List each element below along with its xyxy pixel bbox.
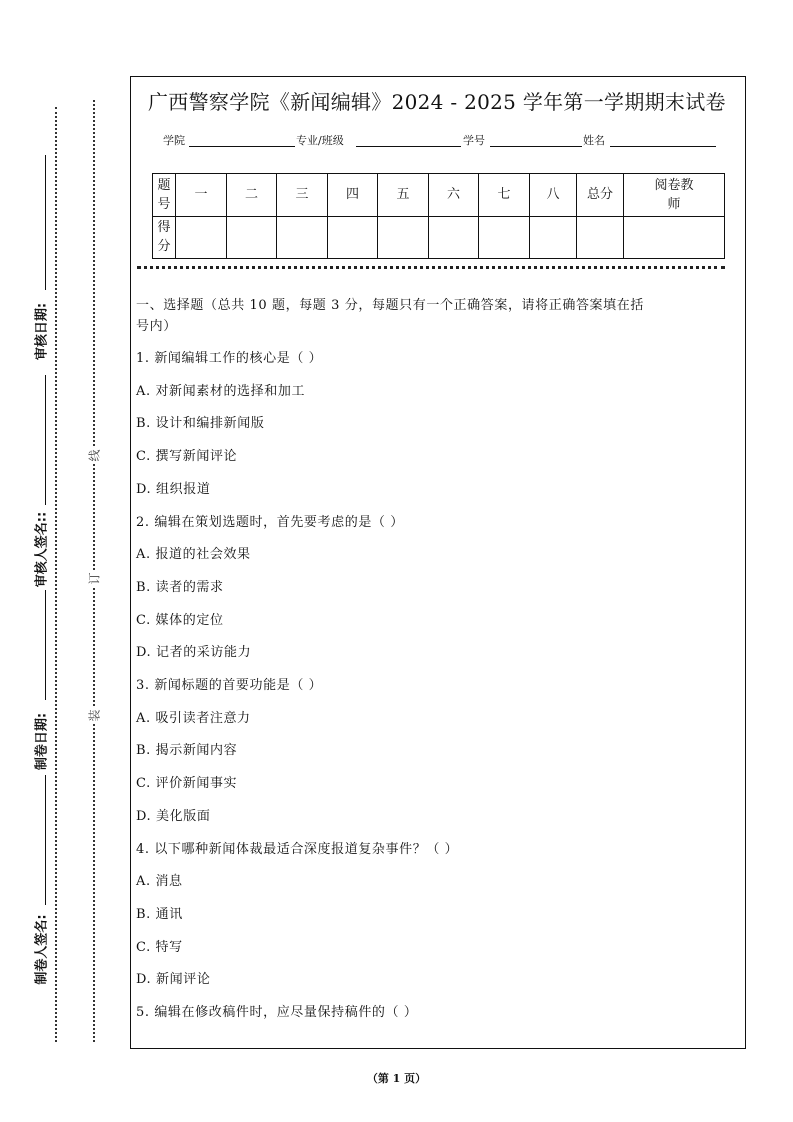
question-stem: 3. 新闻标题的首要功能是（ ）: [136, 678, 323, 693]
header-cell: 总分: [577, 174, 624, 217]
answer-option: D. 记者的采访能力: [136, 645, 252, 661]
score-cell[interactable]: [176, 216, 227, 259]
score-table-score-row: [153, 216, 725, 259]
answer-option: A. 报道的社会效果: [136, 547, 251, 563]
question-stem: 1. 新闻编辑工作的核心是（ ）: [136, 351, 323, 366]
binding-mark-staple: 订: [87, 572, 102, 585]
question-stem: 2. 编辑在策划选题时，首先要考虑的是（ ）: [136, 514, 404, 530]
binding-mark-line: 线: [87, 449, 102, 462]
separator-dotted-line: [137, 266, 725, 269]
answer-option: C. 评价新闻事实: [136, 776, 238, 792]
score-cell[interactable]: [530, 216, 577, 259]
answer-option: C. 撰写新闻评论: [136, 449, 238, 465]
field-college-label: 学院: [163, 134, 185, 147]
row-label: 得分: [153, 216, 176, 259]
answer-option: A. 消息: [136, 874, 183, 890]
review-date-label: 审核日期:: [34, 302, 50, 361]
score-cell[interactable]: [624, 216, 725, 259]
answer-option: B. 通讯: [136, 906, 183, 922]
question-stem: 5. 编辑在修改稿件时，应尽量保持稿件的（ ）: [136, 1005, 418, 1020]
field-name-input[interactable]: [610, 146, 716, 147]
section-heading: 一、选择题（总共 10 题，每题 3 分，每题只有一个正确答案，请将正确答案填在括: [136, 298, 644, 313]
header-cell: 一: [176, 174, 227, 217]
header-cell: 阅卷教师: [624, 174, 725, 217]
answer-option: B. 读者的需求: [136, 579, 224, 595]
answer-option: D. 新闻评论: [136, 972, 211, 988]
header-cell: 三: [277, 174, 328, 217]
header-cell: 六: [429, 174, 479, 217]
score-cell[interactable]: [479, 216, 530, 259]
paper-date-label: 制卷日期:: [34, 712, 50, 771]
score-cell[interactable]: [277, 216, 328, 259]
header-cell: 七: [479, 174, 530, 217]
score-table: [152, 173, 725, 259]
binding-mark-bind: 装: [87, 709, 102, 722]
score-cell[interactable]: [378, 216, 429, 259]
answer-option: D. 美化版面: [136, 808, 211, 824]
signature-line: [45, 775, 46, 905]
answer-option: B. 揭示新闻内容: [136, 743, 238, 759]
outer-dotted-line: [55, 107, 57, 1042]
score-cell[interactable]: [577, 216, 624, 259]
question-stem: 4. 以下哪种新闻体裁最适合深度报道复杂事件？（ ）: [136, 841, 459, 857]
answer-option: C. 媒体的定位: [136, 612, 224, 628]
field-name-label: 姓名: [583, 134, 605, 147]
field-major-input[interactable]: [356, 146, 461, 147]
exam-title: 广西警察学院《新闻编辑》2024 - 2025 学年第一学期期末试卷: [148, 90, 726, 114]
score-cell[interactable]: [429, 216, 479, 259]
header-cell: 题号: [153, 174, 176, 217]
reviewer-signature-label: 审核人签名::: [34, 511, 50, 588]
page-number: （第 1 页）: [366, 1072, 427, 1085]
field-student-id-input[interactable]: [490, 146, 582, 147]
header-cell: 二: [227, 174, 277, 217]
answer-option: A. 对新闻素材的选择和加工: [136, 383, 306, 399]
score-cell[interactable]: [227, 216, 277, 259]
answer-option: A. 吸引读者注意力: [136, 710, 251, 726]
score-table-header-row: [153, 174, 725, 217]
answer-option: D. 组织报道: [136, 481, 211, 497]
answer-option: B. 设计和编排新闻版: [136, 416, 265, 432]
header-cell: 八: [530, 174, 577, 217]
section-heading-continued: 号内）: [136, 319, 177, 334]
header-cell: 四: [328, 174, 378, 217]
answer-option: C. 特写: [136, 939, 183, 955]
field-major-label: 专业/班级: [296, 134, 344, 147]
signature-line: [45, 375, 46, 505]
score-cell[interactable]: [328, 216, 378, 259]
signature-line: [45, 155, 46, 290]
header-cell: 五: [378, 174, 429, 217]
field-student-id-label: 学号: [463, 134, 485, 147]
paper-maker-signature-label: 制卷人签名:: [34, 914, 50, 985]
field-college-input[interactable]: [189, 146, 295, 147]
